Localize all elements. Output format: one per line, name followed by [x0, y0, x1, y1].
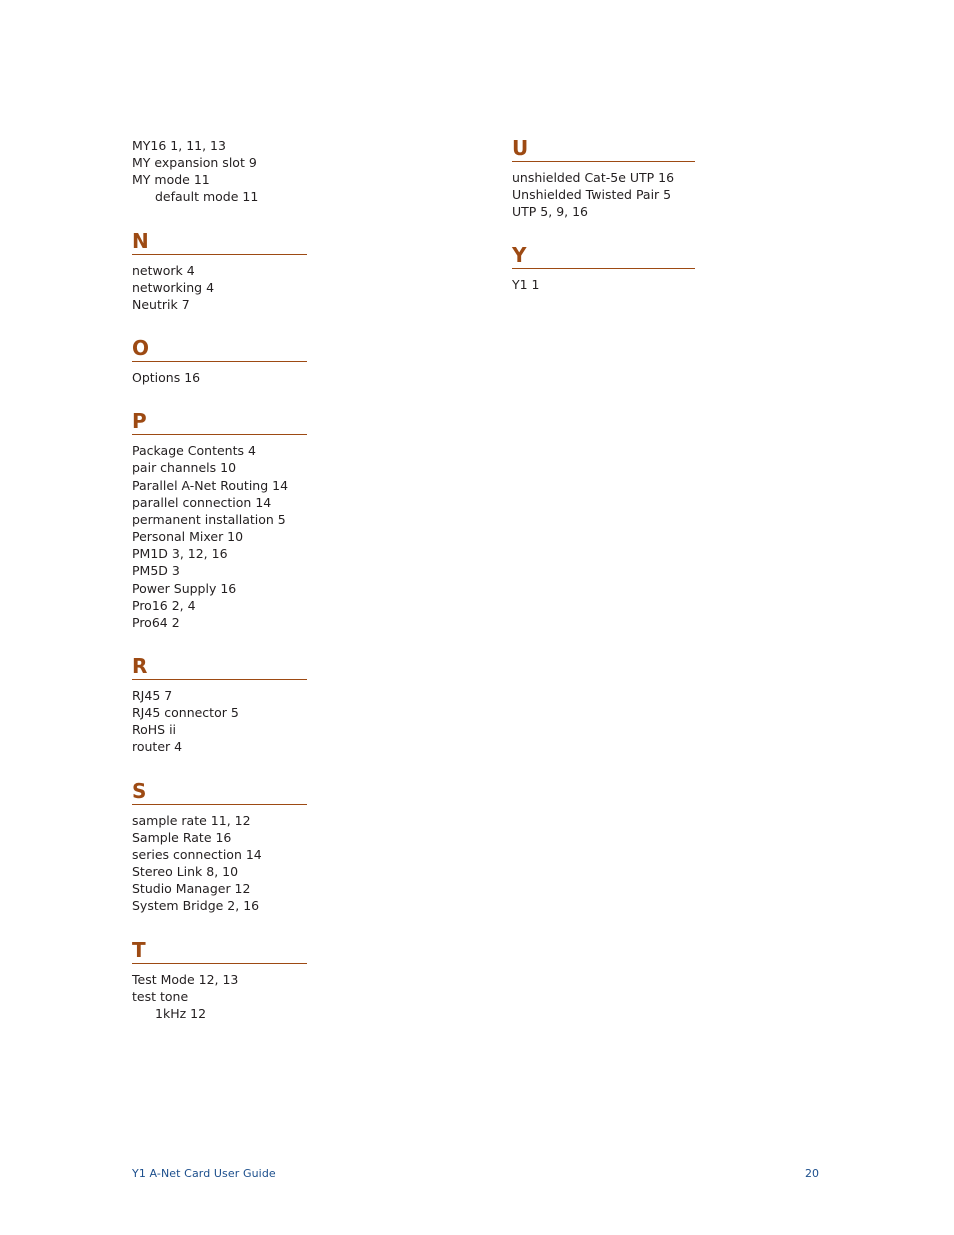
index-entry: Stereo Link 8, 10 — [132, 864, 239, 880]
index-entry: Unshielded Twisted Pair 5 — [512, 187, 672, 203]
index-entry: Sample Rate 16 — [132, 829, 232, 845]
index-entry: parallel connection 14 — [132, 494, 272, 510]
section-letter-heading: N — [132, 230, 307, 255]
index-entry: Parallel A-Net Routing 14 — [132, 477, 289, 493]
index-entry: sample rate 11, 12 — [132, 812, 251, 828]
index-entry: PM1D 3, 12, 16 — [132, 546, 228, 562]
index-section-o — [132, 337, 307, 386]
index-entry: unshielded Cat-5e UTP 16 — [512, 170, 675, 185]
footer-document-title: Y1 A-Net Card User Guide — [132, 1167, 276, 1180]
index-section-t — [132, 939, 307, 1022]
index-entry: MY mode 11 — [132, 172, 210, 188]
index-section-n — [132, 230, 307, 313]
index-column-left — [132, 137, 307, 1022]
index-section-p — [132, 410, 307, 631]
index-entry: test tone — [132, 988, 189, 1004]
index-entry: System Bridge 2, 16 — [132, 898, 260, 914]
index-entry: Studio Manager 12 — [132, 881, 251, 897]
index-entry: permanent installation 5 — [132, 511, 286, 527]
section-letter-heading: Y — [512, 244, 695, 269]
section-letter-heading: T — [132, 939, 307, 964]
index-entry: Pro16 2, 4 — [132, 597, 196, 613]
index-entry: RJ45 connector 5 — [132, 705, 239, 721]
index-entry: MY expansion slot 9 — [132, 155, 257, 171]
section-letter-heading: O — [132, 337, 307, 362]
footer-page-number: 20 — [805, 1167, 819, 1180]
index-section-u — [512, 137, 695, 220]
index-entry: network 4 — [132, 262, 195, 278]
section-letter-heading: U — [512, 137, 695, 162]
index-section-y — [512, 244, 695, 293]
index-entry: Package Contents 4 — [132, 443, 256, 459]
index-entry: PM5D 3 — [132, 563, 180, 579]
index-entry: RoHS ii — [132, 722, 177, 738]
index-section-r — [132, 655, 307, 756]
index-entry: Personal Mixer 10 — [132, 529, 244, 545]
index-entry: UTP 5, 9, 16 — [512, 204, 589, 220]
index-entry: Y1 1 — [512, 277, 540, 293]
index-column-right — [512, 137, 695, 294]
index-entry: RJ45 7 — [132, 687, 173, 703]
index-entry: Pro64 2 — [132, 614, 180, 630]
index-subentry: default mode 11 — [155, 189, 259, 205]
section-letter-heading: R — [132, 655, 307, 680]
index-section-continued — [132, 137, 307, 206]
index-entry: router 4 — [132, 739, 183, 755]
index-entry: Neutrik 7 — [132, 296, 190, 312]
index-entry: Options 16 — [132, 370, 201, 386]
index-entry: networking 4 — [132, 279, 215, 295]
index-section-s — [132, 780, 307, 915]
index-entry: series connection 14 — [132, 846, 262, 862]
index-entry: Power Supply 16 — [132, 580, 237, 596]
index-entry: MY16 1, 11, 13 — [132, 138, 226, 153]
index-subentry: 1kHz 12 — [155, 1005, 207, 1021]
index-entry: Test Mode 12, 13 — [132, 971, 239, 987]
section-letter-heading: S — [132, 780, 307, 805]
section-letter-heading: P — [132, 410, 307, 435]
index-entry: pair channels 10 — [132, 460, 237, 476]
